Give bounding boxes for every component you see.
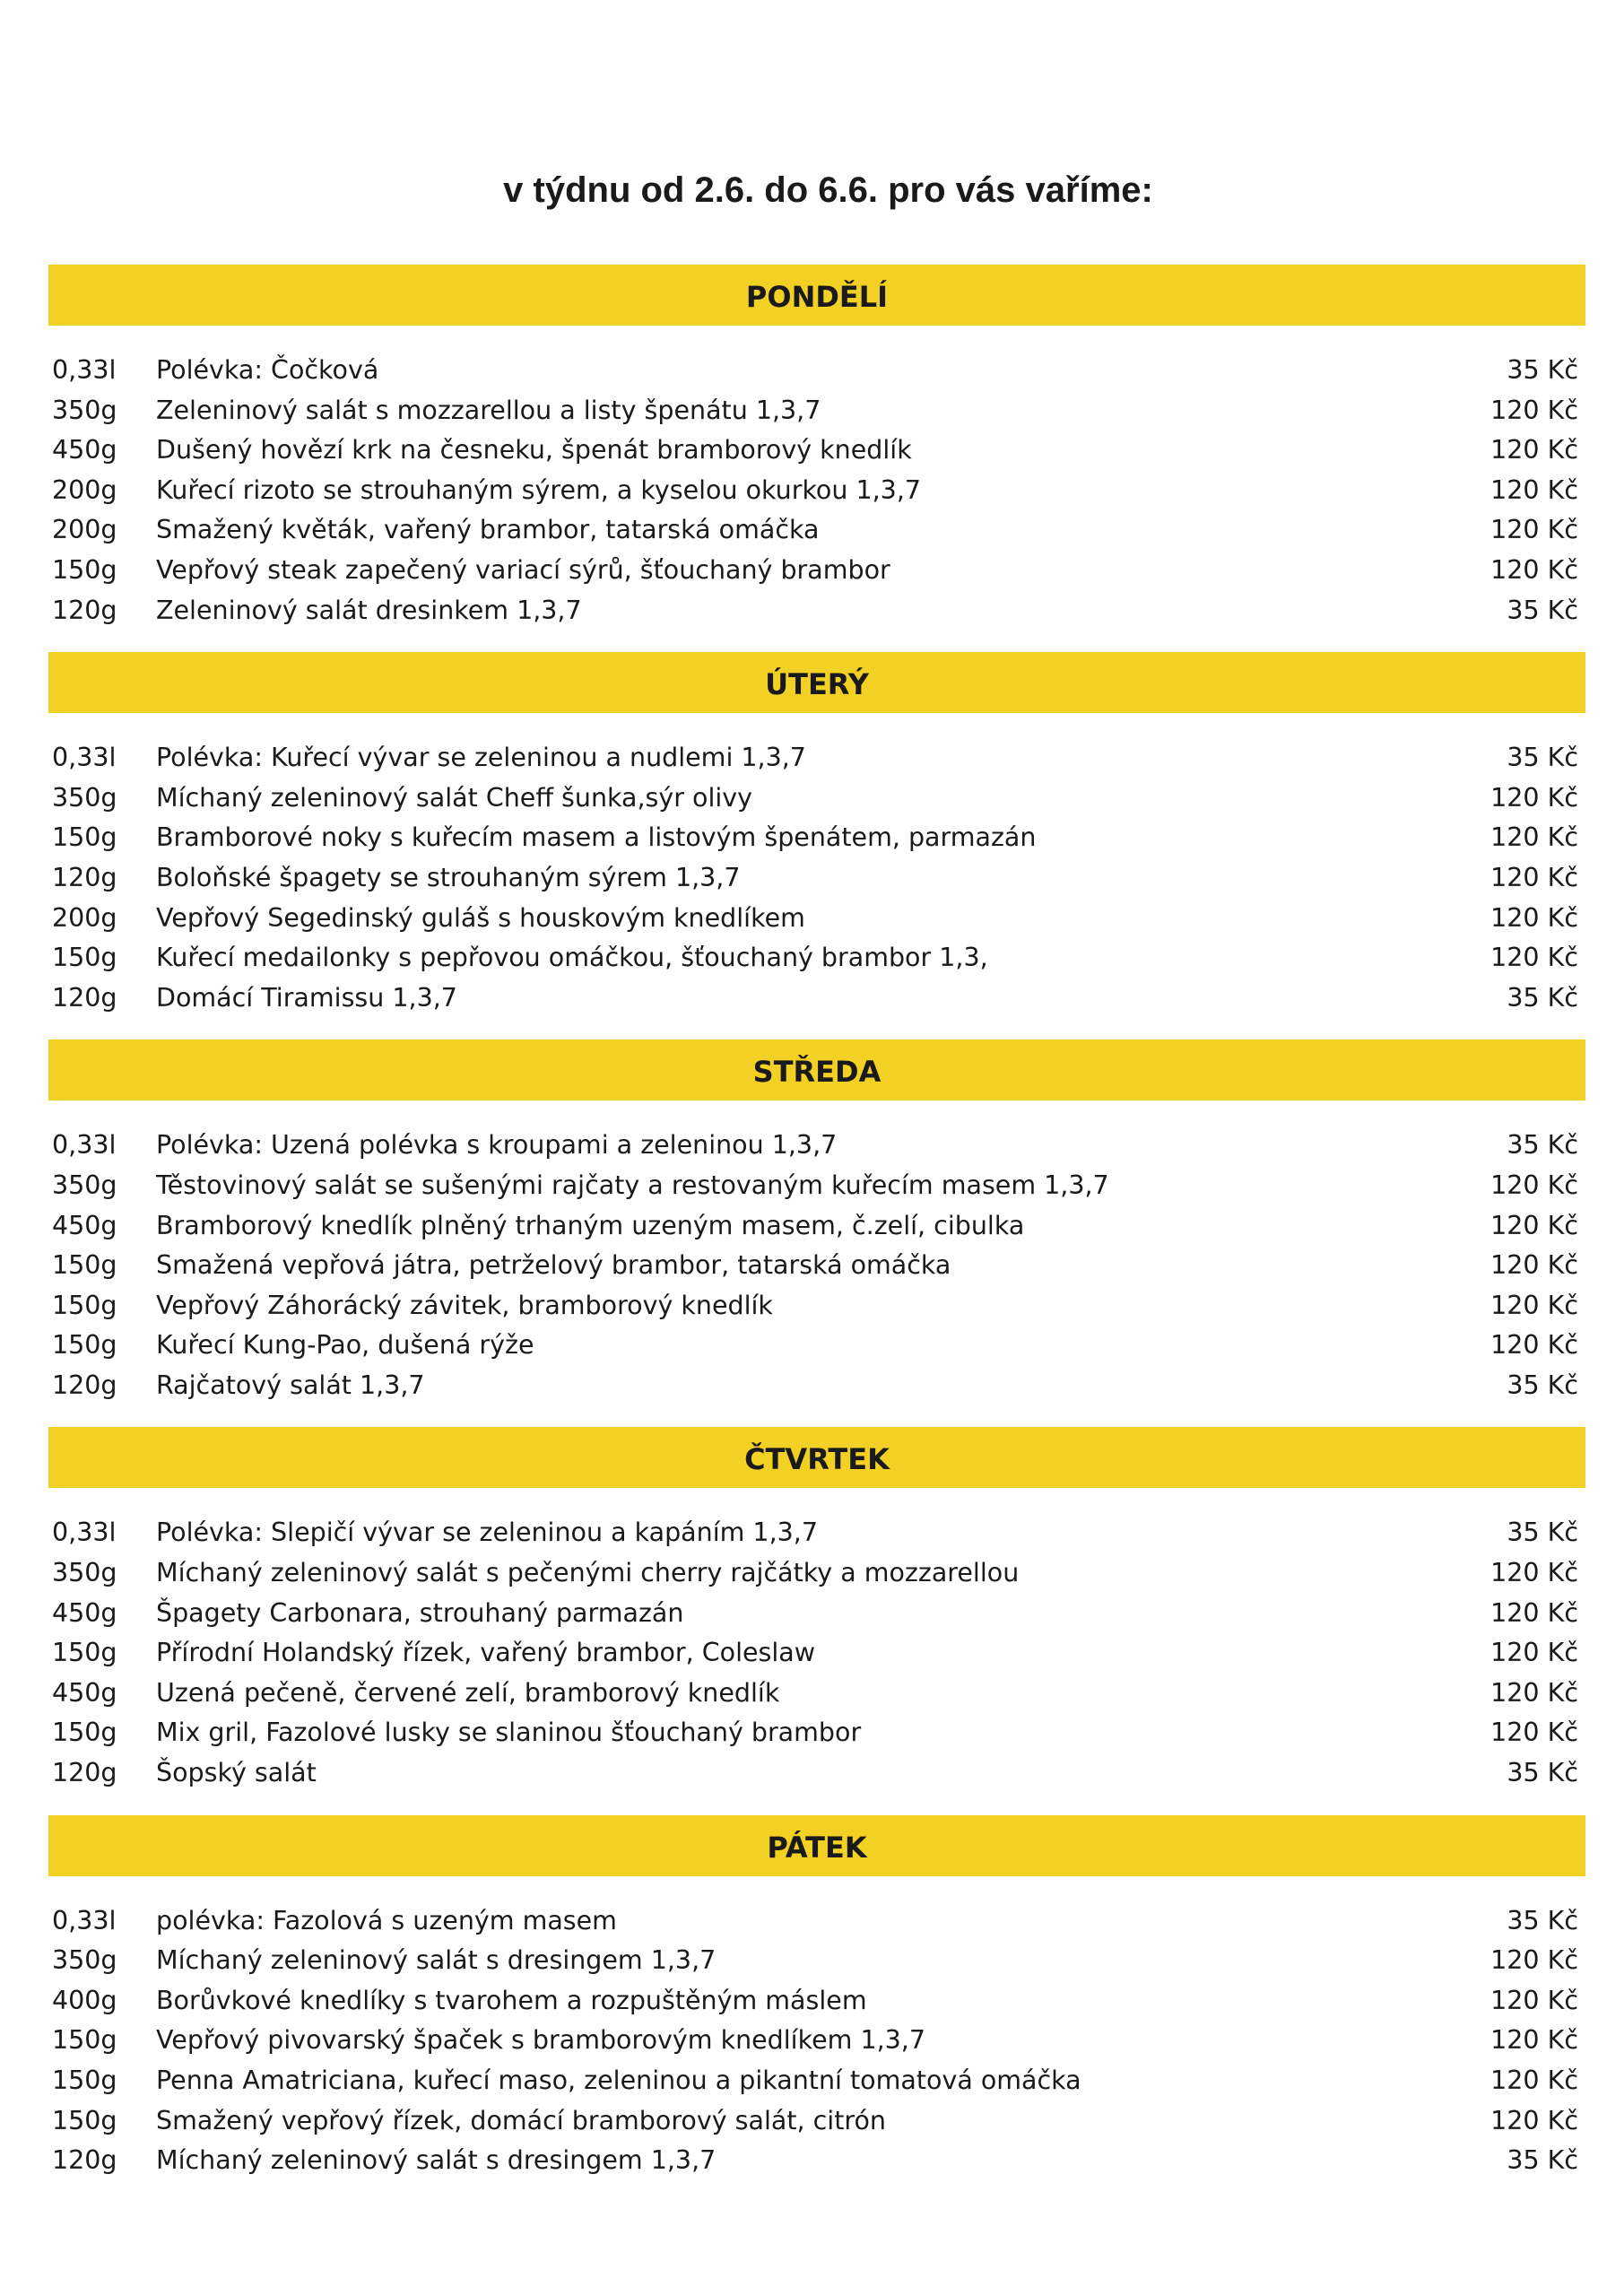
item-price: 120 Kč [1490,1558,1578,1588]
item-name: Šopský salát [156,1758,317,1788]
day-header: ÚTERÝ [48,652,1585,713]
item-name: Penna Amatriciana, kuřecí maso, zeleninou a pikantní tomatová omáčka [156,2066,1081,2095]
menu-item [48,1674,1585,1714]
item-price: 120 Kč [1490,1638,1578,1668]
item-quantity: 150g [52,1330,117,1361]
item-price: 120 Kč [1490,1597,1578,1628]
page-title: v týdnu od 2.6. do 6.6. pro vás vaříme: [503,170,1153,210]
item-name: Míchaný zeleninový salát s dresingem 1,3,7 [156,1945,716,1976]
menu-item [48,1941,1585,1981]
item-quantity: 120g [52,2145,117,2176]
item-name: Míchaný zeleninový salát s pečenými cherry rajčátky a mozzarellou [156,1558,1020,1588]
day-section-wednesday [48,1039,1585,1427]
day-section-friday [48,1815,1585,2203]
item-name: Rajčatový salát 1,3,7 [156,1370,425,1400]
menu-item [48,1753,1585,1794]
weekly-menu [48,265,1585,2203]
menu-item [48,1366,1585,1406]
item-quantity: 150g [52,943,117,973]
menu-item [48,551,1585,591]
item-quantity: 450g [52,435,117,465]
item-quantity: 150g [52,1290,117,1320]
item-price: 120 Kč [1490,395,1578,425]
item-quantity: 450g [52,1597,117,1628]
item-name: Polévka: Čočková [156,355,379,385]
menu-item [48,510,1585,551]
item-name: Dušený hovězí krk na česneku, špenát bramborový knedlík [156,435,912,465]
menu-item [48,1594,1585,1634]
item-quantity: 120g [52,1370,117,1400]
item-price: 35 Kč [1507,355,1578,385]
item-quantity: 150g [52,554,117,585]
item-price: 35 Kč [1507,1905,1578,1935]
item-name: Míchaný zeleninový salát Cheff šunka,sýr olivy [156,782,753,813]
item-quantity: 200g [52,515,117,545]
item-price: 35 Kč [1507,1758,1578,1788]
menu-item [48,1553,1585,1594]
item-quantity: 120g [52,982,117,1013]
item-name: Těstovinový salát se sušenými rajčaty a restovaným kuřecím masem 1,3,7 [156,1170,1109,1200]
menu-item [48,391,1585,431]
menu-item [48,1713,1585,1753]
menu-item [48,351,1585,391]
menu-item [48,1166,1585,1206]
item-name: Vepřový Segedinský guláš s houskovým knedlíkem [156,902,805,933]
item-quantity: 150g [52,822,117,853]
item-name: polévka: Fazolová s uzeným masem [156,1905,617,1935]
item-price: 35 Kč [1507,1130,1578,1161]
item-quantity: 450g [52,1210,117,1240]
item-name: Míchaný zeleninový salát s dresingem 1,3,7 [156,2145,716,2176]
item-name: Smažený květák, vařený brambor, tatarská omáčka [156,515,820,545]
item-name: Polévka: Uzená polévka s kroupami a zeleninou 1,3,7 [156,1130,838,1161]
item-name: Bramborový knedlík plněný trhaným uzeným masem, č.zelí, cibulka [156,1210,1025,1240]
item-price: 120 Kč [1490,1330,1578,1361]
menu-item [48,2101,1585,2142]
item-price: 120 Kč [1490,782,1578,813]
item-price: 120 Kč [1490,2105,1578,2135]
item-quantity: 120g [52,1758,117,1788]
item-name: Mix gril, Fazolové lusky se slaninou šťouchaný brambor [156,1718,862,1748]
item-name: Uzená pečeně, červené zelí, bramborový knedlík [156,1677,780,1708]
item-quantity: 150g [52,1638,117,1668]
menu-list [48,713,1585,1039]
item-name: Polévka: Kuřecí vývar se zeleninou a nudlemi 1,3,7 [156,743,806,773]
day-section-monday [48,265,1585,652]
item-price: 120 Kč [1490,862,1578,892]
item-name: Kuřecí Kung-Pao, dušená rýže [156,1330,534,1361]
day-header: PONDĚLÍ [48,265,1585,326]
menu-item [48,1901,1585,1942]
item-quantity: 350g [52,1558,117,1588]
item-name: Vepřový Záhorácký závitek, bramborový knedlík [156,1290,773,1320]
item-quantity: 0,33l [52,1518,117,1548]
item-quantity: 450g [52,1677,117,1708]
menu-item [48,818,1585,858]
item-quantity: 0,33l [52,743,117,773]
item-price: 35 Kč [1507,2145,1578,2176]
menu-item [48,591,1585,631]
item-quantity: 0,33l [52,1130,117,1161]
item-price: 35 Kč [1507,982,1578,1013]
item-name: Přírodní Holandský řízek, vařený brambor, Coleslaw [156,1638,816,1668]
menu-item [48,1513,1585,1553]
menu-item [48,2061,1585,2101]
item-price: 120 Kč [1490,1290,1578,1320]
menu-item [48,738,1585,778]
item-quantity: 200g [52,902,117,933]
item-price: 120 Kč [1490,1677,1578,1708]
item-price: 120 Kč [1490,474,1578,505]
item-price: 120 Kč [1490,435,1578,465]
day-section-thursday [48,1427,1585,1814]
menu-item [48,2141,1585,2181]
item-quantity: 150g [52,1250,117,1281]
menu-item [48,430,1585,471]
item-name: Polévka: Slepičí vývar se zeleninou a kapáním 1,3,7 [156,1518,818,1548]
item-price: 120 Kč [1490,902,1578,933]
item-quantity: 150g [52,2105,117,2135]
item-price: 120 Kč [1490,554,1578,585]
item-price: 35 Kč [1507,1370,1578,1400]
item-quantity: 120g [52,595,117,625]
day-section-tuesday [48,652,1585,1039]
item-price: 120 Kč [1490,822,1578,853]
menu-list [48,1488,1585,1814]
item-quantity: 150g [52,2025,117,2056]
day-header: STŘEDA [48,1039,1585,1100]
item-price: 35 Kč [1507,595,1578,625]
item-quantity: 200g [52,474,117,505]
item-price: 120 Kč [1490,1210,1578,1240]
item-price: 35 Kč [1507,743,1578,773]
menu-list [48,326,1585,652]
item-name: Smažená vepřová játra, petrželový brambor, tatarská omáčka [156,1250,951,1281]
menu-item [48,1326,1585,1366]
item-name: Vepřový steak zapečený variací sýrů, šťouchaný brambor [156,554,890,585]
item-quantity: 350g [52,1170,117,1200]
item-price: 120 Kč [1490,1718,1578,1748]
item-price: 120 Kč [1490,1170,1578,1200]
item-name: Kuřecí medailonky s pepřovou omáčkou, šťouchaný brambor 1,3, [156,943,988,973]
menu-item [48,858,1585,899]
item-price: 120 Kč [1490,515,1578,545]
item-quantity: 350g [52,782,117,813]
menu-item [48,938,1585,978]
item-price: 120 Kč [1490,1985,1578,2015]
menu-item [48,1981,1585,2022]
item-quantity: 350g [52,1945,117,1976]
menu-list [48,1876,1585,2203]
item-price: 120 Kč [1490,2025,1578,2056]
item-quantity: 120g [52,862,117,892]
menu-item [48,1246,1585,1286]
menu-item [48,978,1585,1019]
item-name: Borůvkové knedlíky s tvarohem a rozpuštěným máslem [156,1985,867,2015]
item-name: Domácí Tiramissu 1,3,7 [156,982,457,1013]
menu-item [48,1286,1585,1326]
item-name: Zeleninový salát dresinkem 1,3,7 [156,595,582,625]
item-name: Špagety Carbonara, strouhaný parmazán [156,1597,684,1628]
menu-item [48,471,1585,511]
menu-item [48,899,1585,939]
item-quantity: 150g [52,2066,117,2095]
item-quantity: 400g [52,1985,117,2015]
menu-item [48,778,1585,819]
day-header: PÁTEK [48,1815,1585,1876]
item-name: Smažený vepřový řízek, domácí bramborový salát, citrón [156,2105,886,2135]
menu-list [48,1100,1585,1427]
item-price: 35 Kč [1507,1518,1578,1548]
menu-item [48,1206,1585,1247]
item-name: Vepřový pivovarský špaček s bramborovým knedlíkem 1,3,7 [156,2025,925,2056]
day-header: ČTVRTEK [48,1427,1585,1488]
menu-item [48,1126,1585,1166]
item-price: 120 Kč [1490,1250,1578,1281]
item-name: Bramborové noky s kuřecím masem a listovým špenátem, parmazán [156,822,1037,853]
item-price: 120 Kč [1490,2066,1578,2095]
item-price: 120 Kč [1490,1945,1578,1976]
item-name: Zeleninový salát s mozzarellou a listy špenátu 1,3,7 [156,395,821,425]
item-name: Boloňské špagety se strouhaným sýrem 1,3,7 [156,862,741,892]
item-quantity: 350g [52,395,117,425]
item-quantity: 0,33l [52,355,117,385]
menu-item [48,1633,1585,1674]
item-quantity: 150g [52,1718,117,1748]
item-name: Kuřecí rizoto se strouhaným sýrem, a kyselou okurkou 1,3,7 [156,474,922,505]
item-quantity: 0,33l [52,1905,117,1935]
menu-item [48,2021,1585,2061]
item-price: 120 Kč [1490,943,1578,973]
